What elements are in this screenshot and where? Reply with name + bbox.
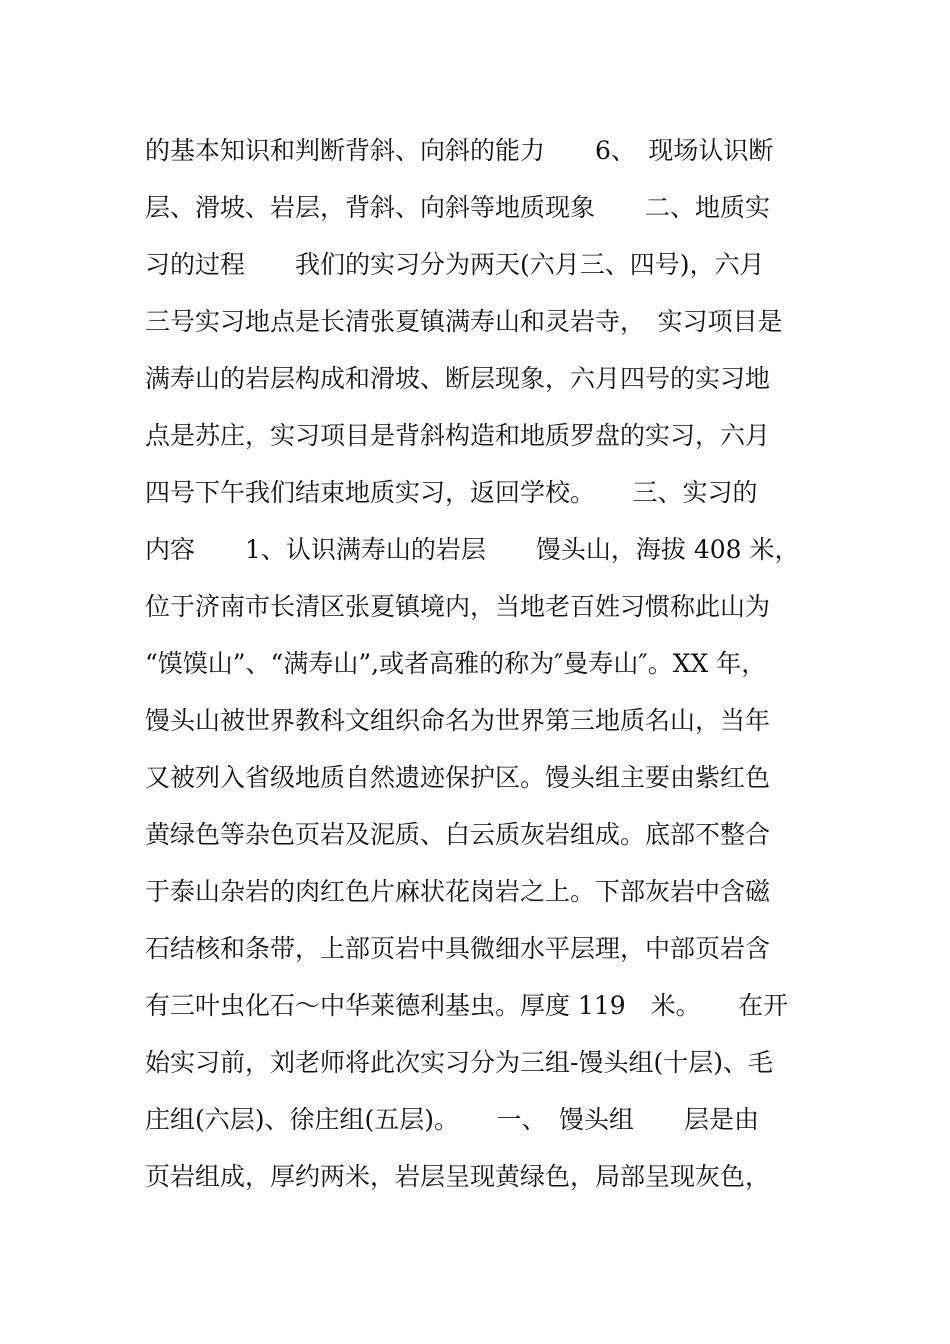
text-line-18: 庄组(六层)、徐庄组(五层)。 一、 馒头组 层是由 [145,1105,760,1134]
text-line-15: 石结核和条带，上部页岩中具微细水平层理，中部页岩含 [145,934,771,963]
text-line-7: 四号下午我们结束地质实习，返回学校。 三、实习的 [145,478,758,507]
text-line-3: 习的过程 我们的实习分为两天(六月三、四号)，六月 [145,250,765,279]
body-text [145,128,835,1211]
text-line-11: 馒头山被世界教科文组织命名为世界第三地质名山，当年 [145,706,771,735]
text-line-5: 满寿山的岩层构成和滑坡、断层现象，六月四号的实习地 [145,364,771,393]
text-line-2: 层、滑坡、岩层，背斜、向斜等地质现象 二、地质实 [145,193,771,222]
text-line-9: 位于济南市长清区张夏镇境内，当地老百姓习惯称此山为 [145,592,771,621]
text-line-14: 于泰山杂岩的肉红色片麻状花岗岩之上。下部灰岩中含磁 [145,877,771,906]
text-line-6: 点是苏庄，实习项目是背斜构造和地质罗盘的实习，六月 [145,421,771,450]
text-line-19: 页岩组成，厚约两米，岩层呈现黄绿色，局部呈现灰色， [145,1162,771,1191]
text-line-16: 有三叶虫化石～中华莱德利基虫。厚度 119 米。 在开 [145,991,789,1020]
text-line-17: 始实习前，刘老师将此次实习分为三组-馒头组(十层)、毛 [145,1048,773,1077]
text-line-8: 内容 1、认识满寿山的岩层 馒头山，海拔 408 米， [145,535,800,564]
text-line-12: 又被列入省级地质自然遗迹保护区。馒头组主要由紫红色 [145,763,771,792]
text-line-1: 的基本知识和判断背斜、向斜的能力 6、 现场认识断 [145,136,774,165]
text-line-13: 黄绿色等杂色页岩及泥质、白云质灰岩组成。底部不整合 [145,820,771,849]
text-line-10: “馍馍山”、“满寿山”,或者高雅的称为″曼寿山″。XX 年， [145,649,767,678]
text-line-4: 三号实习地点是长清张夏镇满寿山和灵岩寺， 实习项目是 [145,307,783,336]
